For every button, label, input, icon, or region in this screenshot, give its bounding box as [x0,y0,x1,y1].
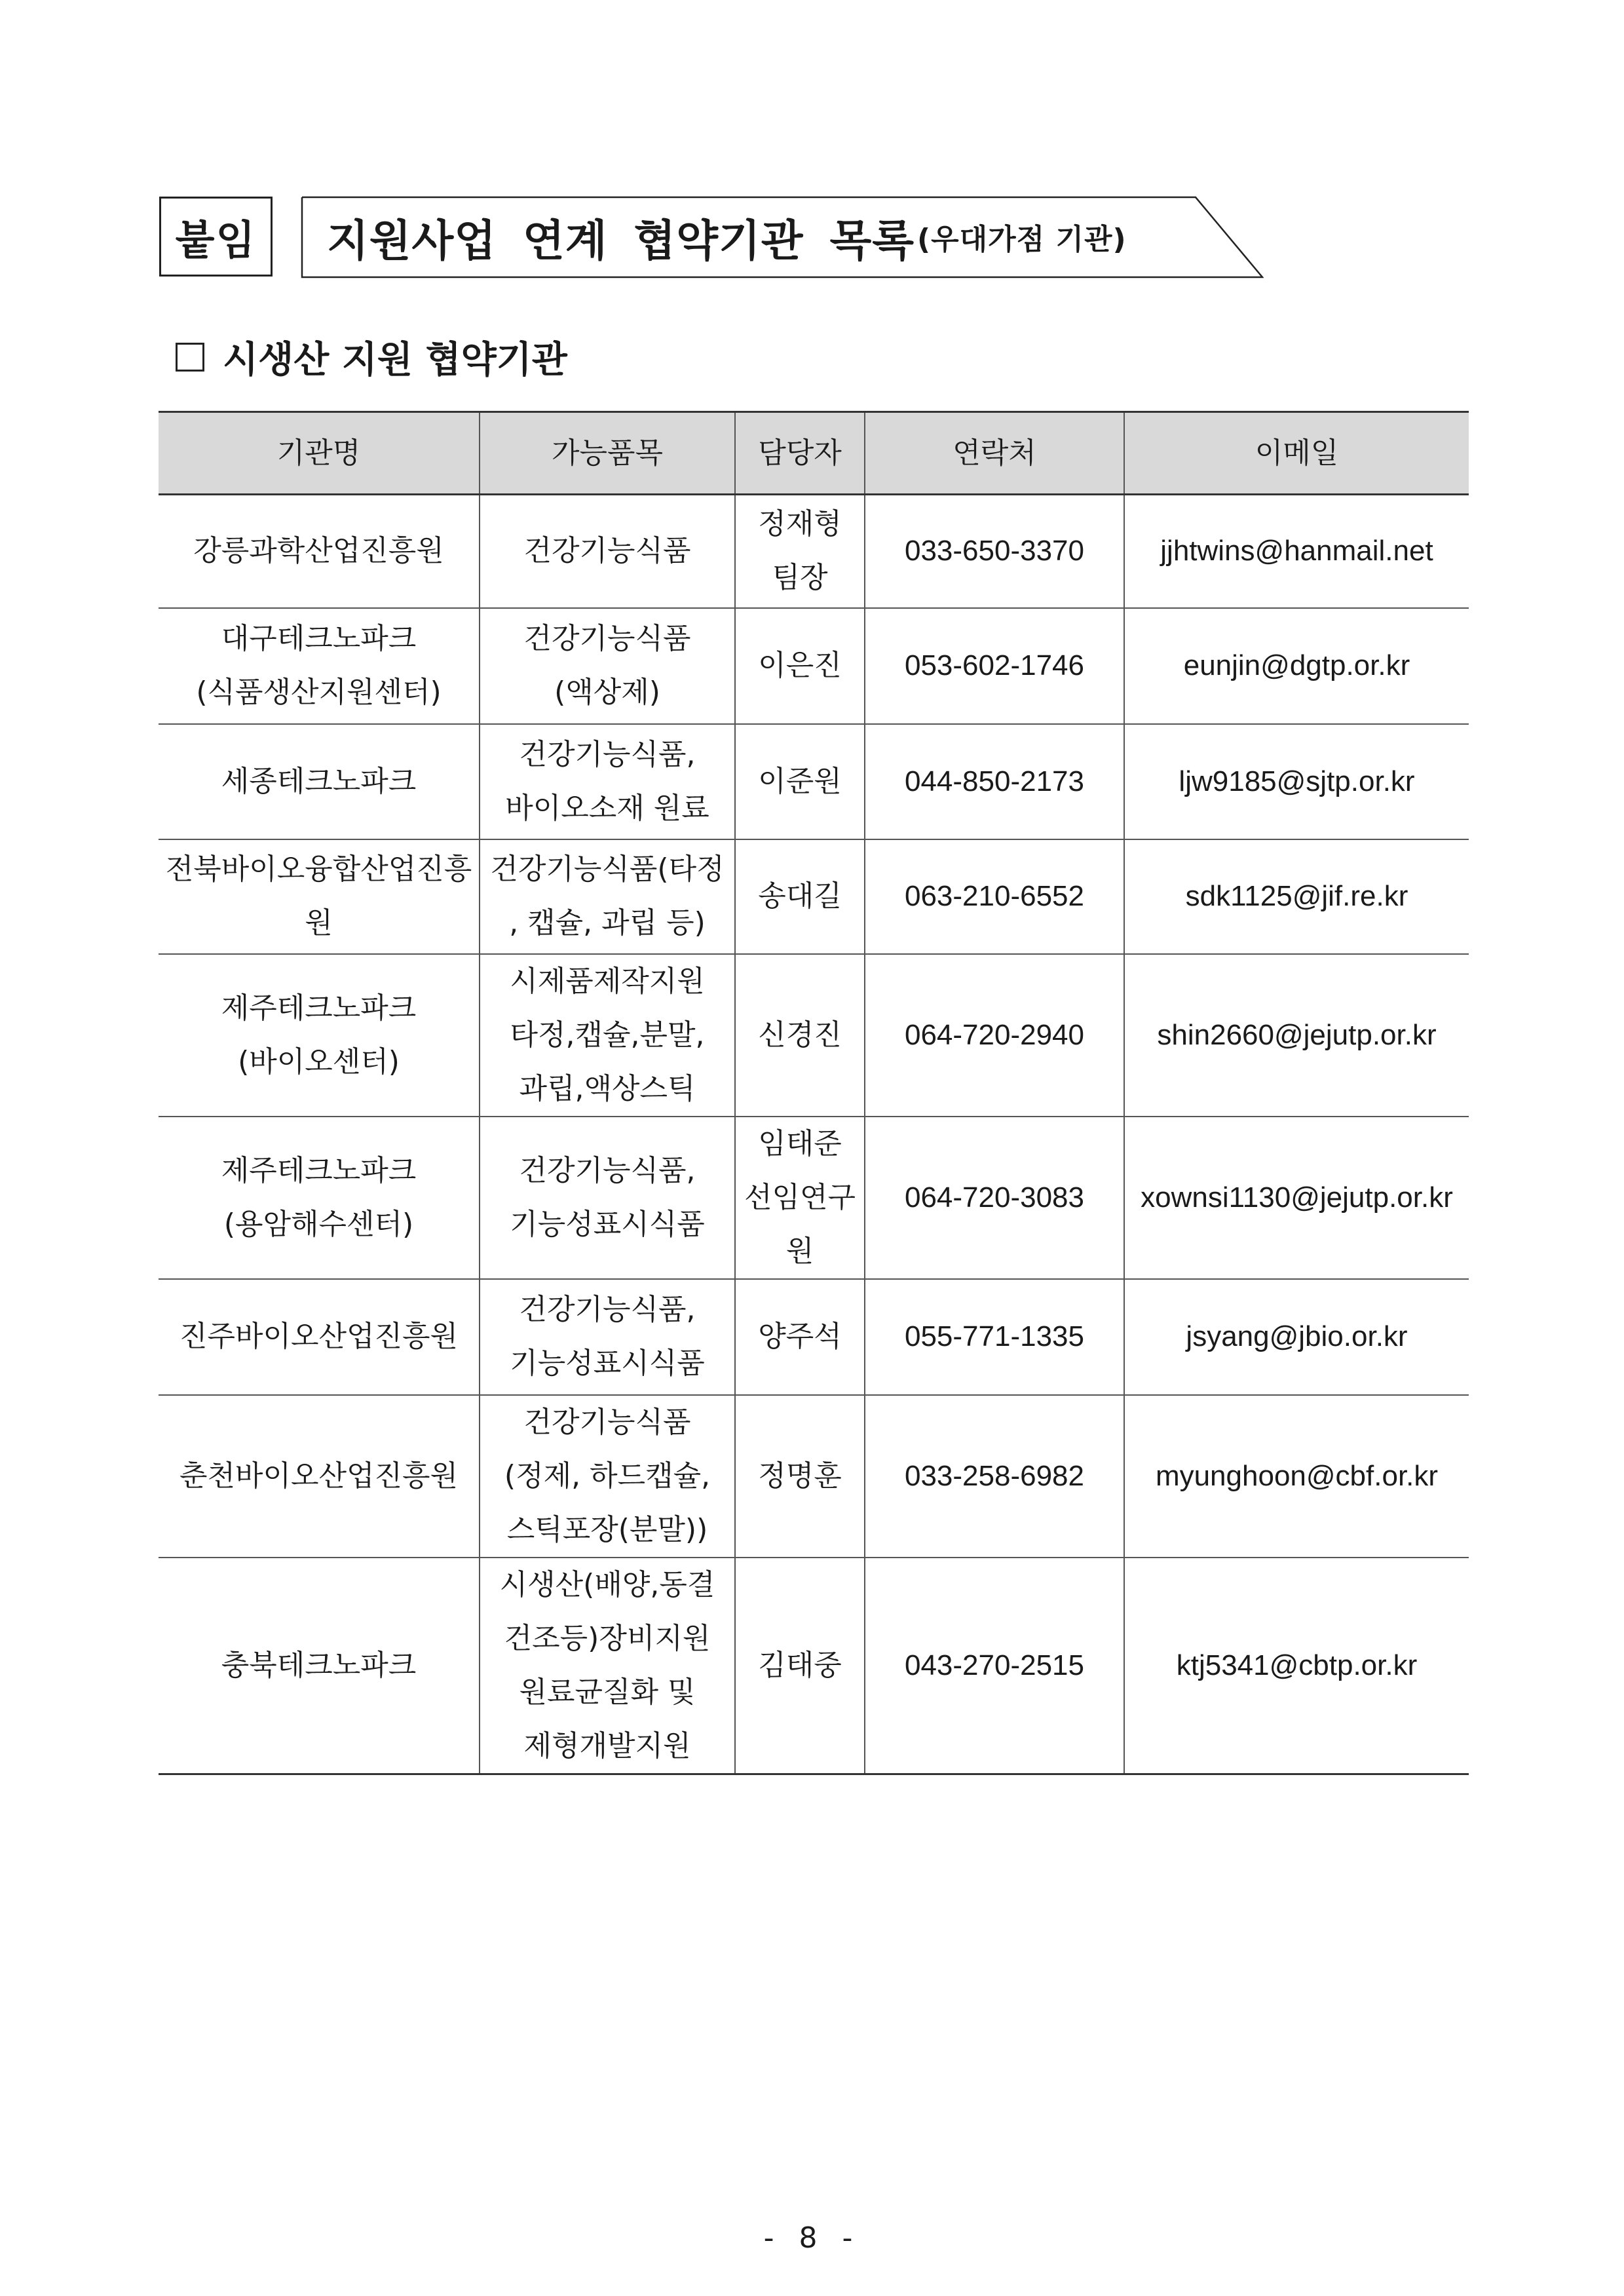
cell-items [480,1558,735,1774]
column-header-manager: 담당자 [735,412,865,495]
cell-agency-line: 강릉과학산업진흥원 [193,534,444,568]
cell-items-line: 타정,캡슐,분말, [510,1018,705,1052]
cell-agency-line: (식품생산지원센터) [196,676,442,709]
cell-manager-line: 정명훈 [758,1459,842,1493]
table-row [159,1117,1469,1279]
table-row [159,495,1469,608]
cell-items-line: 기능성표시식품 [510,1207,705,1241]
table-row [159,1558,1469,1774]
cell-manager-line: 송대길 [758,879,842,913]
cell-phone: 055-771-1335 [865,1279,1124,1395]
page-number: - 8 - [763,2221,861,2255]
cell-items-line: 건강기능식품 [523,622,691,655]
cell-email: ljw9185@sjtp.or.kr [1124,724,1469,839]
cell-phone: 063-210-6552 [865,839,1124,954]
cell-agency [159,495,480,608]
cell-phone: 033-258-6982 [865,1395,1124,1558]
cell-manager [735,1558,865,1774]
cell-manager-line: 임태준 [758,1126,842,1160]
cell-items-line: 건강기능식품, [519,1153,696,1187]
table-row [159,1279,1469,1395]
cell-agency-line: 제주테크노파크 [221,991,417,1025]
cell-manager [735,724,865,839]
cell-items-line: , 캡슐, 과립 등) [509,906,706,940]
cell-items-line: 시제품제작지원 [510,964,705,998]
cell-items [480,608,735,724]
cell-manager [735,839,865,954]
cell-phone: 053-602-1746 [865,608,1124,724]
attachment-tag: 붙임 [159,197,273,277]
cell-manager-line: 선임연구원 [744,1180,856,1268]
cell-phone: 043-270-2515 [865,1558,1124,1774]
cell-items-line: 원료균질화 및 [519,1675,696,1709]
cell-agency [159,1117,480,1279]
table-row [159,839,1469,954]
cell-manager-line: 양주석 [758,1320,842,1353]
agency-table [159,411,1469,1775]
document-title: 지원사업 연계 협약기관 목록 [327,215,915,266]
cell-email: eunjin@dgtp.or.kr [1124,608,1469,724]
cell-items-line: 건강기능식품, [519,1293,696,1326]
document-subtitle: (우대가점 기관) [917,223,1127,256]
cell-items [480,1117,735,1279]
cell-manager-line: 김태중 [758,1648,842,1682]
cell-items-line: 제형개발지원 [523,1729,691,1763]
column-header-agency: 기관명 [159,412,480,495]
table-row [159,608,1469,724]
cell-items-line: 건강기능식품, [519,737,696,771]
table-row [159,1395,1469,1558]
cell-agency [159,839,480,954]
cell-items [480,1395,735,1558]
cell-manager [735,1117,865,1279]
cell-manager-line: 이준원 [758,764,842,798]
cell-agency [159,1279,480,1395]
cell-items-line: 건강기능식품(타정 [490,852,725,886]
cell-items [480,724,735,839]
cell-agency-line: (바이오센터) [238,1044,400,1079]
cell-manager [735,495,865,608]
cell-email: sdk1125@jif.re.kr [1124,839,1469,954]
cell-agency [159,608,480,724]
cell-items-line: 시생산(배양,동결 [499,1567,715,1601]
cell-items-line: 건강기능식품 [523,534,691,568]
cell-manager-line: 이은진 [758,649,842,682]
cell-email: ktj5341@cbtp.or.kr [1124,1558,1469,1774]
cell-items-line: (액상제) [554,676,660,709]
cell-agency-line: 춘천바이오산업진흥원 [179,1459,459,1493]
cell-phone: 033-650-3370 [865,495,1124,608]
cell-phone: 044-850-2173 [865,724,1124,839]
cell-agency-line: (용암해수센터) [223,1207,414,1241]
document-title-banner [301,196,1264,278]
cell-manager [735,1279,865,1395]
column-header-phone: 연락처 [865,412,1124,495]
table-row [159,954,1469,1117]
cell-items-line: 건강기능식품 [523,1405,691,1439]
cell-items-line: 건조등)장비지원 [504,1621,711,1655]
section-heading [176,328,567,387]
table-row [159,724,1469,839]
cell-phone: 064-720-3083 [865,1117,1124,1279]
cell-manager-line: 정재형 [758,507,842,541]
cell-items-line: 기능성표시식품 [510,1347,705,1380]
cell-agency-line: 전북바이오융합산업진흥원 [165,852,472,940]
cell-items-line: 스틱포장(분말)) [506,1512,708,1546]
table-header-row [159,412,1469,495]
cell-agency-line: 제주테크노파크 [221,1153,417,1187]
cell-items [480,1279,735,1395]
cell-agency-line: 충북테크노파크 [221,1648,417,1682]
cell-items [480,839,735,954]
cell-items [480,495,735,608]
cell-email: jsyang@jbio.or.kr [1124,1279,1469,1395]
square-bullet-icon [176,343,204,372]
cell-items-line: 과립,액상스틱 [519,1071,696,1105]
cell-agency [159,1558,480,1774]
cell-email: jjhtwins@hanmail.net [1124,495,1469,608]
cell-items-line: 바이오소재 원료 [505,791,709,825]
cell-manager-line: 팀장 [772,561,828,595]
cell-agency [159,1395,480,1558]
cell-manager [735,954,865,1117]
cell-items [480,954,735,1117]
cell-email: shin2660@jejutp.or.kr [1124,954,1469,1117]
cell-agency-line: 진주바이오산업진흥원 [179,1320,459,1353]
cell-manager-line: 신경진 [758,1018,842,1052]
section-heading-text: 시생산 지원 협약기관 [223,339,567,381]
cell-manager [735,608,865,724]
cell-manager [735,1395,865,1558]
cell-email: xownsi1130@jejutp.or.kr [1124,1117,1469,1279]
column-header-items: 가능품목 [480,412,735,495]
column-header-email: 이메일 [1124,412,1469,495]
cell-agency [159,724,480,839]
cell-phone: 064-720-2940 [865,954,1124,1117]
cell-agency [159,954,480,1117]
cell-items-line: (정제, 하드캡슐, [504,1459,711,1493]
cell-agency-line: 대구테크노파크 [221,622,417,655]
cell-email: myunghoon@cbf.or.kr [1124,1395,1469,1558]
cell-agency-line: 세종테크노파크 [221,764,417,798]
